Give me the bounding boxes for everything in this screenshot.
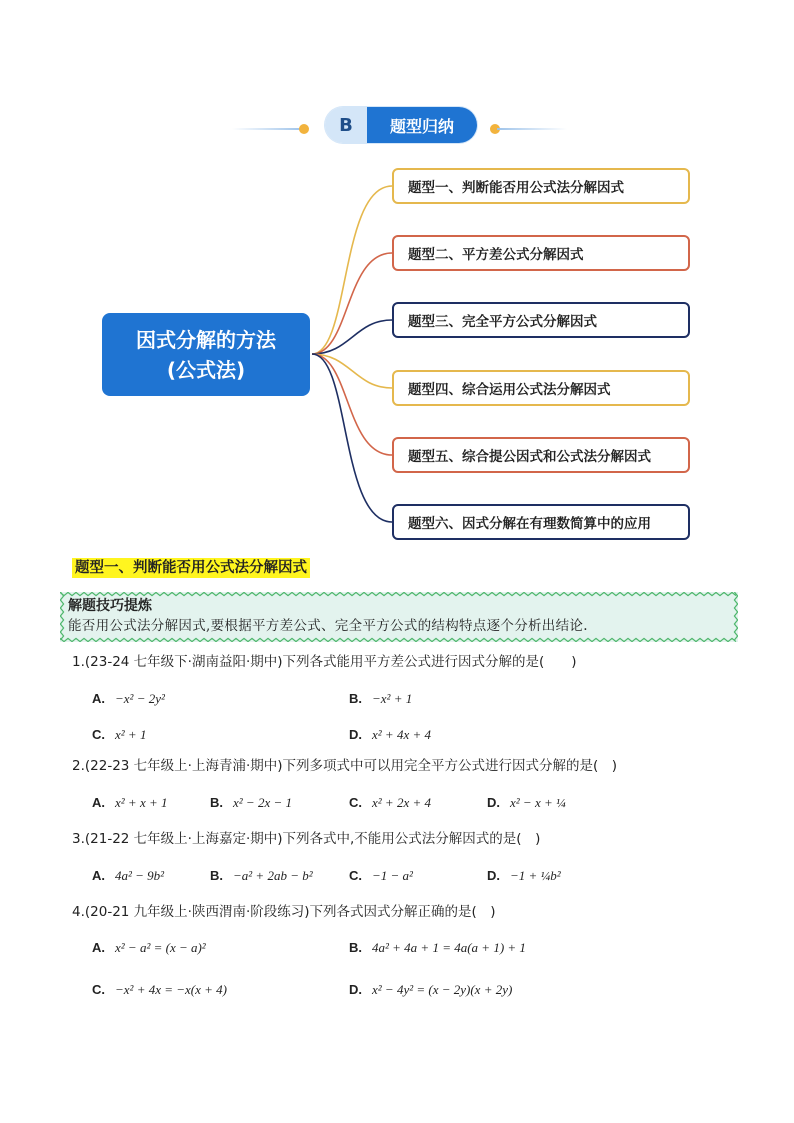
question-4: 4.(20-21 九年级上·陕西渭南·阶段练习)下列各式因式分解正确的是( ) — [72, 904, 496, 920]
connector-2 — [312, 253, 392, 354]
q2-option-d[interactable]: D. x² − x + ¼ — [487, 795, 566, 810]
center-line-1: 因式分解的方法 — [136, 327, 276, 352]
question-1: 1.(23-24 七年级下·湖南益阳·期中)下列各式能用平方差公式进行因式分解的是( ) — [72, 654, 577, 670]
q2-option-a[interactable]: A. x² + x + 1 — [92, 795, 168, 810]
branch-6: 题型六、因式分解在有理数简算中的应用 — [392, 504, 690, 540]
q3-option-d[interactable]: D. −1 + ¼b² — [487, 868, 561, 883]
tip-title: 解题技巧提炼 — [68, 598, 152, 614]
connector-5 — [312, 354, 392, 455]
q4-option-c[interactable]: C. −x² + 4x = −x(x + 4) — [92, 982, 227, 997]
branch-1: 题型一、判断能否用公式法分解因式 — [392, 168, 690, 204]
branch-4: 题型四、综合运用公式法分解因式 — [392, 370, 690, 406]
tip-box — [60, 592, 738, 642]
mindmap-connectors — [0, 0, 794, 560]
q3-option-b[interactable]: B. −a² + 2ab − b² — [210, 868, 313, 883]
connector-1 — [312, 186, 392, 354]
branch-2: 题型二、平方差公式分解因式 — [392, 235, 690, 271]
q3-option-a[interactable]: A. 4a² − 9b² — [92, 868, 165, 883]
tip-body: 能否用公式法分解因式,要根据平方差公式、完全平方公式的结构特点逐个分析出结论. — [68, 618, 588, 634]
question-3: 3.(21-22 七年级上·上海嘉定·期中)下列各式中,不能用公式法分解因式的是( ) — [72, 831, 541, 847]
q3-option-c[interactable]: C. −1 − a² — [349, 868, 413, 883]
center-line-2: (公式法) — [166, 357, 246, 382]
q1-option-c[interactable]: C. x² + 1 — [92, 727, 147, 742]
banner-letter: B — [325, 107, 367, 143]
q4-option-b[interactable]: B. 4a² + 4a + 1 = 4a(a + 1) + 1 — [349, 940, 526, 955]
branch-3: 题型三、完全平方公式分解因式 — [392, 302, 690, 338]
q1-option-a[interactable]: A. −x² − 2y² — [92, 691, 165, 706]
q4-option-a[interactable]: A. x² − a² = (x − a)² — [92, 940, 206, 955]
q1-option-d[interactable]: D. x² + 4x + 4 — [349, 727, 431, 742]
section-title: 题型一、判断能否用公式法分解因式 — [72, 558, 310, 578]
q1-option-b[interactable]: B. −x² + 1 — [349, 691, 413, 706]
branch-5: 题型五、综合提公因式和公式法分解因式 — [392, 437, 690, 473]
connector-6 — [312, 354, 392, 522]
question-2: 2.(22-23 七年级上·上海青浦·期中)下列多项式中可以用完全平方公式进行因式分解的是( ) — [72, 758, 618, 774]
q2-option-c[interactable]: C. x² + 2x + 4 — [349, 795, 431, 810]
banner-label: 题型归纳 — [367, 107, 477, 143]
mindmap-center-node — [102, 313, 310, 396]
q4-option-d[interactable]: D. x² − 4y² = (x − 2y)(x + 2y) — [349, 982, 513, 997]
q2-option-b[interactable]: B. x² − 2x − 1 — [210, 795, 292, 810]
